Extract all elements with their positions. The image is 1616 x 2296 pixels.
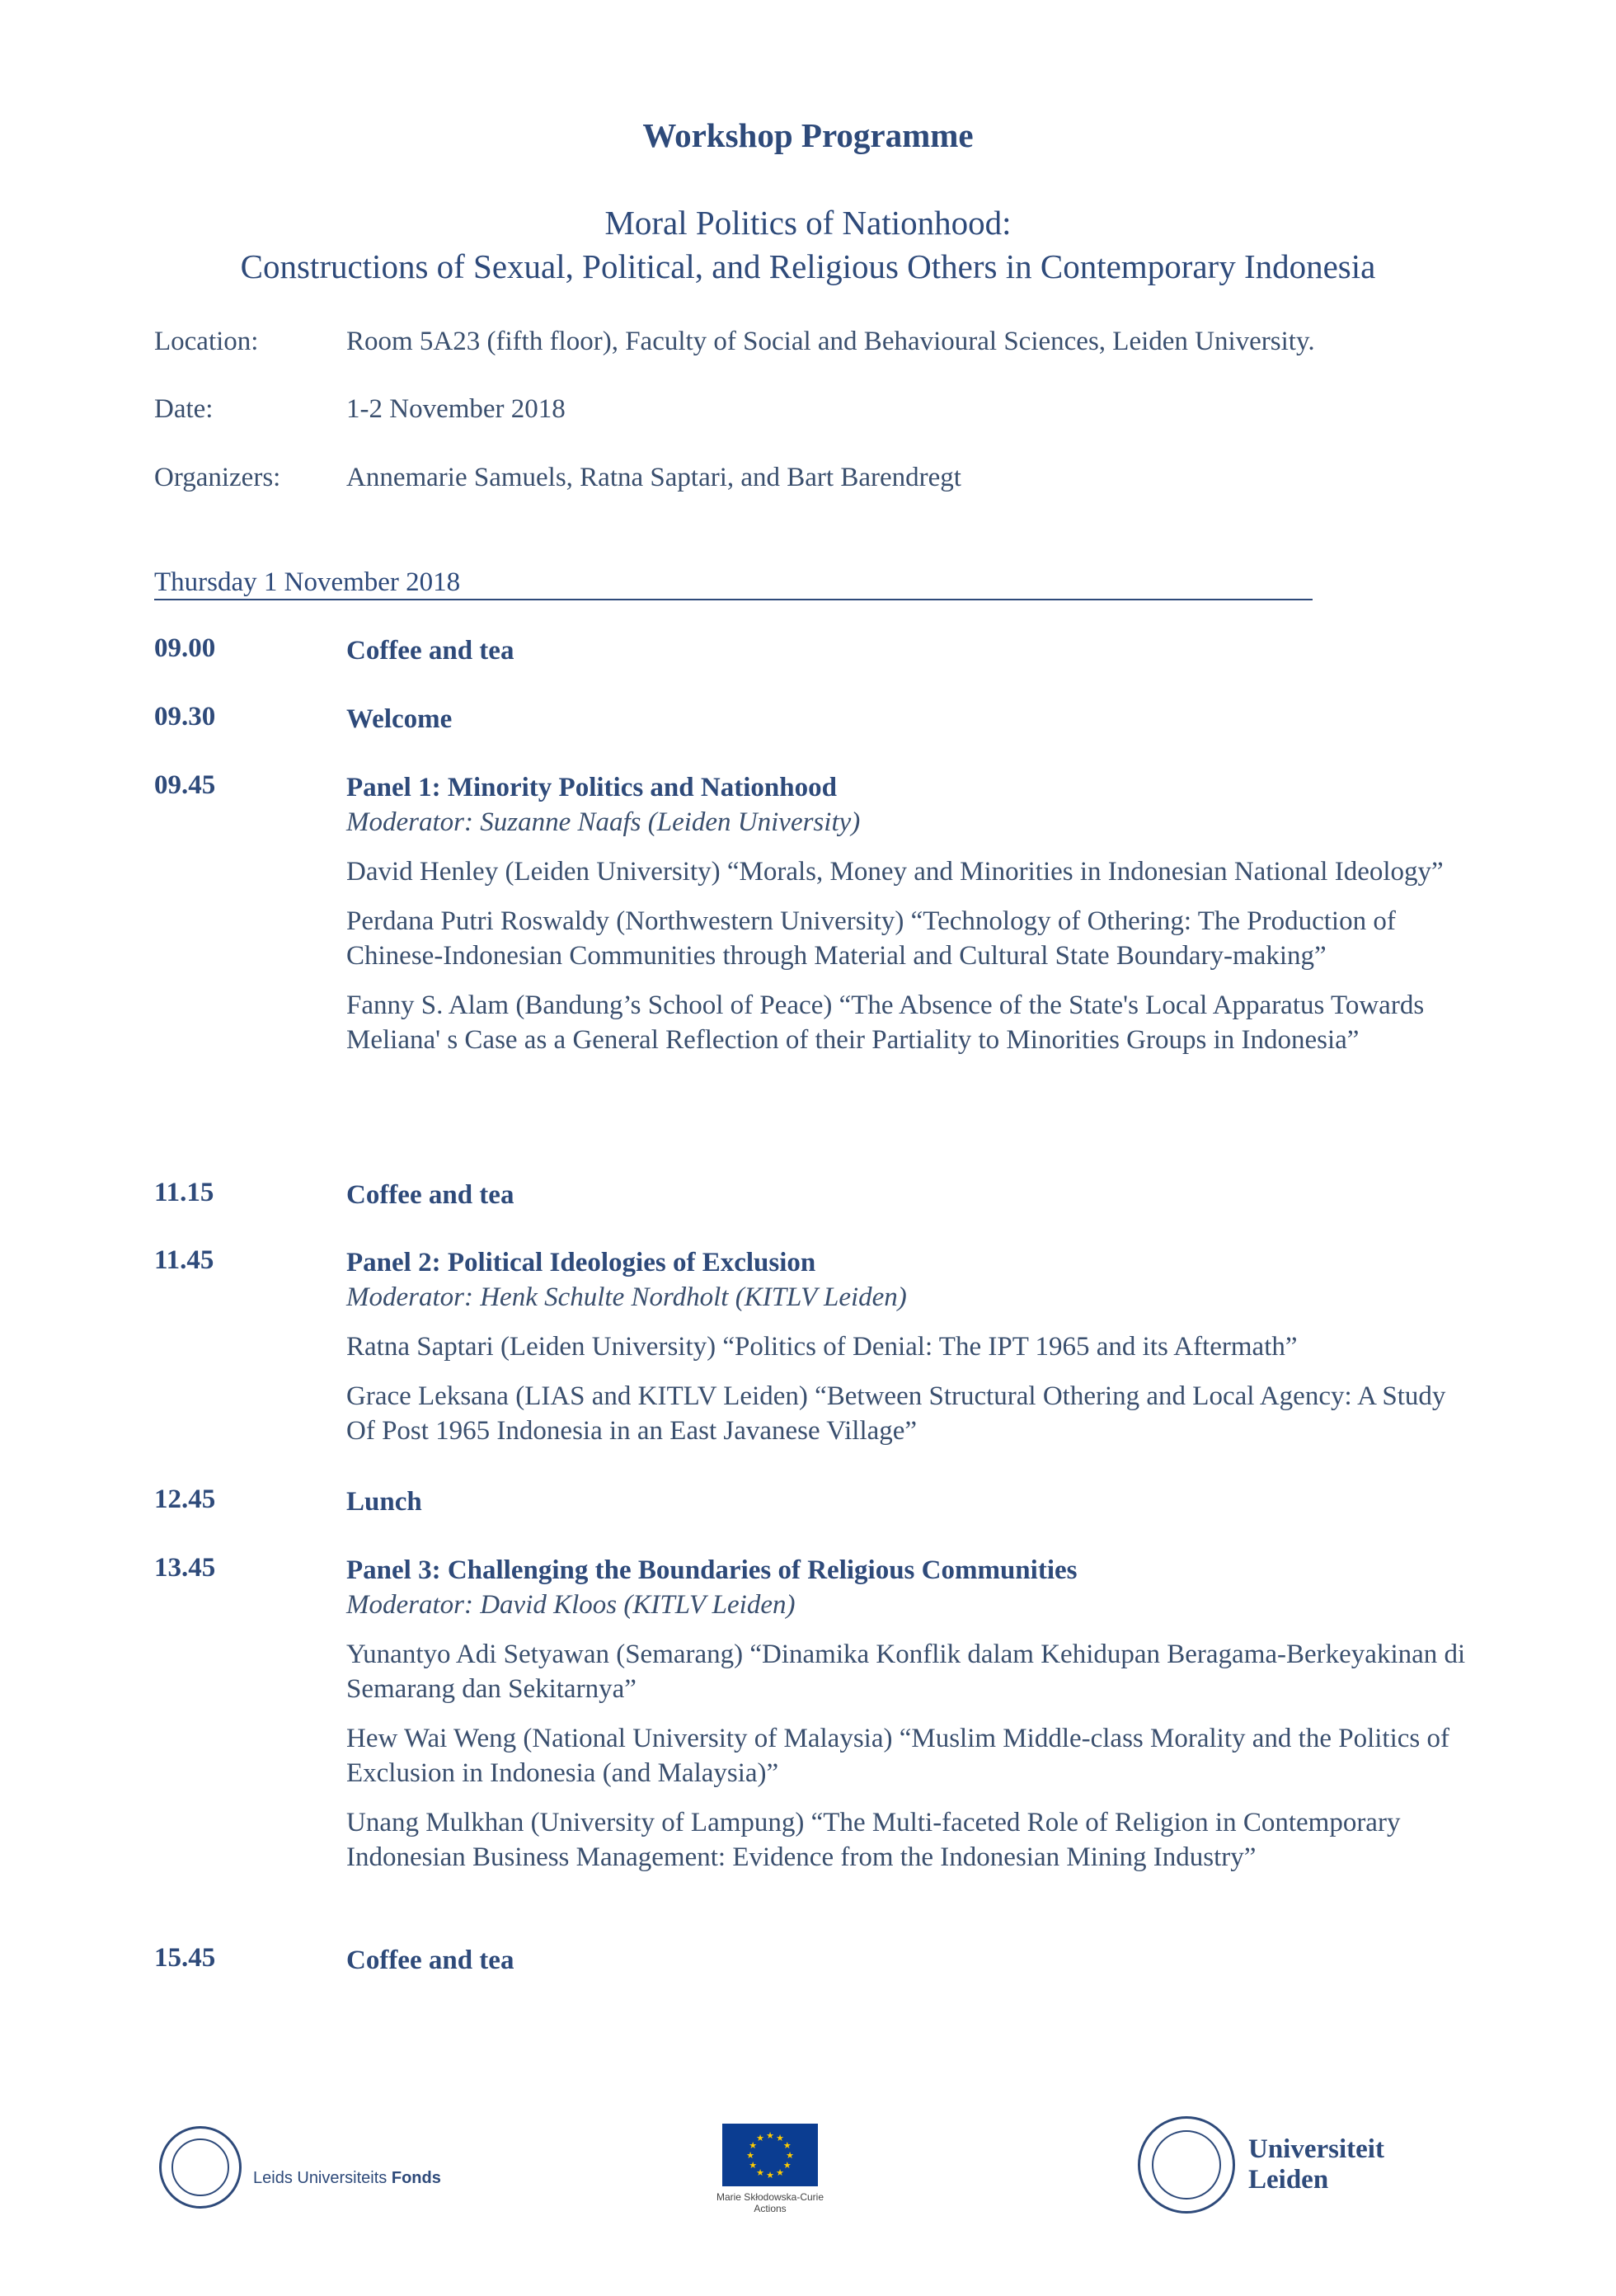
- eu-star-icon: ★: [786, 2151, 794, 2161]
- talk-item: Hew Wai Weng (National University of Malaysia) “Muslim Middle-class Morality and the Politics of Exclusion in Indonesia (and Malaysia)”: [346, 1724, 1449, 1788]
- eu-star-icon: ★: [746, 2151, 754, 2161]
- entry-time: 13.45: [154, 1553, 216, 1583]
- entry-title: Coffee and tea: [346, 1180, 514, 1210]
- talk-item: Grace Leksana (LIAS and KITLV Leiden) “Between Structural Othering and Local Agency: A Study Of Post 1965 Indonesia in an East Javanese Village”: [346, 1381, 1446, 1446]
- talk-item: Ratna Saptari (Leiden University) “Politics of Denial: The IPT 1965 and its Aftermath”: [346, 1332, 1298, 1362]
- leiden-name-line-1: Universiteit: [1248, 2134, 1384, 2164]
- date-label: Date:: [154, 394, 214, 424]
- entry-content: [346, 1484, 1476, 1519]
- eu-star-icon: ★: [766, 2171, 774, 2181]
- day-heading: Thursday 1 November 2018: [154, 566, 1313, 600]
- panel-title: Panel 1: Minority Politics and Nationhood: [346, 773, 837, 802]
- subtitle-line-1: Moral Politics of Nationhood:: [604, 204, 1012, 242]
- talk-item: Perdana Putri Roswaldy (Northwestern University) “Technology of Othering: The Production of Chinese-Indonesian Communities through Material and Cultural State Boundary-making”: [346, 906, 1396, 971]
- talk-item: Yunantyo Adi Setyawan (Semarang) “Dinamika Konflik dalam Kehidupan Beragama-Berkeyakinan di Semarang dan Sekitarnya”: [346, 1640, 1466, 1704]
- date-value: 1-2 November 2018: [346, 394, 566, 424]
- eu-star-icon: ★: [749, 2161, 758, 2171]
- talk-item: Fanny S. Alam (Bandung’s School of Peace) “The Absence of the State's Local Apparatus Towards Meliana' s Case as a General Reflection of their Partiality to Minorities Groups in Indonesia”: [346, 990, 1425, 1055]
- entry-time: 09.00: [154, 633, 216, 663]
- leiden-seal-icon: [1138, 2116, 1235, 2214]
- entry-content: [346, 1245, 1476, 1448]
- panel-moderator: Moderator: David Kloos (KITLV Leiden): [346, 1590, 796, 1620]
- organizers-value: Annemarie Samuels, Ratna Saptari, and Bart Barendregt: [346, 463, 961, 492]
- eu-star-icon: ★: [766, 2131, 774, 2141]
- eu-star-icon: ★: [776, 2134, 784, 2144]
- lu-fonds-logo: [159, 2126, 441, 2209]
- eu-star-icon: ★: [756, 2134, 764, 2144]
- entry-time: 11.45: [154, 1245, 214, 1275]
- organizers-label: Organizers:: [154, 463, 281, 492]
- eu-star-icon: ★: [782, 2141, 792, 2151]
- entry-content: [346, 770, 1476, 1057]
- eu-star-icon: ★: [756, 2167, 764, 2178]
- subtitle-line-2: Constructions of Sexual, Political, and Religious Others in Contemporary Indonesia: [240, 247, 1376, 285]
- eu-msca-logo: [716, 2124, 824, 2214]
- university-seal-icon: [159, 2126, 242, 2209]
- entry-time: 12.45: [154, 1484, 216, 1514]
- entry-content: [346, 702, 1476, 736]
- entry-time: 09.45: [154, 770, 216, 800]
- talk-item: David Henley (Leiden University) “Morals, Money and Minorities in Indonesian National Ideology”: [346, 857, 1444, 887]
- location-label: Location:: [154, 327, 259, 356]
- entry-content: [346, 1943, 1476, 1978]
- location-value: Room 5A23 (fifth floor), Faculty of Social and Behavioural Sciences, Leiden University.: [346, 327, 1315, 356]
- entry-content: [346, 633, 1476, 668]
- entry-title: Lunch: [346, 1487, 422, 1517]
- entry-content: [346, 1553, 1476, 1875]
- lu-fonds-name: Leids Universiteits: [253, 2168, 388, 2187]
- eu-caption-line-2: Actions: [754, 2203, 787, 2214]
- universiteit-leiden-logo: [1138, 2116, 1384, 2214]
- eu-caption-line-1: Marie Skłodowska-Curie: [716, 2191, 824, 2203]
- lu-fonds-bold: Fonds: [391, 2168, 441, 2187]
- panel-moderator: Moderator: Suzanne Naafs (Leiden University): [346, 807, 861, 837]
- workshop-subtitle: [0, 201, 1616, 289]
- eu-star-icon: ★: [749, 2141, 758, 2151]
- panel-title: Panel 2: Political Ideologies of Exclusion: [346, 1248, 816, 1277]
- page-title: Workshop Programme: [642, 116, 974, 154]
- entry-content: [346, 1178, 1476, 1212]
- entry-time: 11.15: [154, 1178, 214, 1207]
- entry-title: Coffee and tea: [346, 636, 514, 666]
- panel-moderator: Moderator: Henk Schulte Nordholt (KITLV Leiden): [346, 1282, 907, 1312]
- talk-item: Unang Mulkhan (University of Lampung) “The Multi-faceted Role of Religion in Contemporary Indonesian Business Management: Evidence from the Indonesian Mining Industry”: [346, 1808, 1401, 1872]
- eu-star-icon: ★: [776, 2167, 784, 2178]
- leiden-name-line-2: Leiden: [1248, 2165, 1329, 2195]
- entry-time: 09.30: [154, 702, 216, 732]
- eu-flag-icon: [722, 2124, 818, 2186]
- eu-star-icon: ★: [782, 2161, 792, 2171]
- entry-title: Welcome: [346, 704, 453, 734]
- entry-title: Coffee and tea: [346, 1945, 514, 1975]
- panel-title: Panel 3: Challenging the Boundaries of Religious Communities: [346, 1555, 1078, 1585]
- entry-time: 15.45: [154, 1943, 216, 1973]
